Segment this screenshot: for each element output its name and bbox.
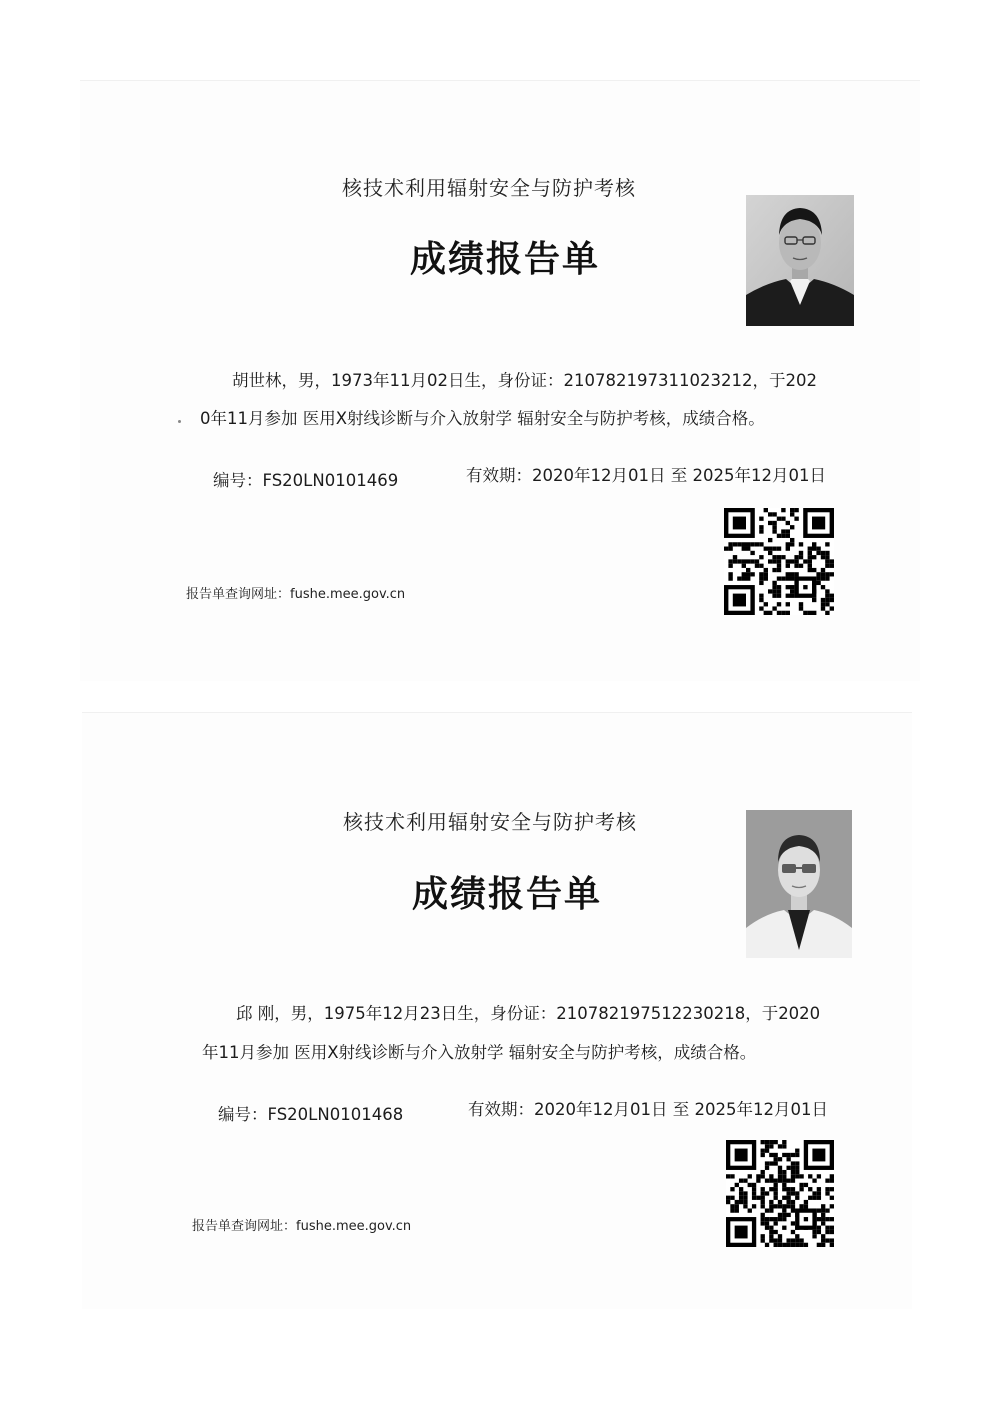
certificate-title: 成绩报告单	[410, 239, 601, 280]
validity-label: 有效期：	[468, 1100, 534, 1119]
number-value: FS20LN0101468	[267, 1105, 404, 1124]
body-text-line: 年11月参加 医用X射线诊断与介入放射学 辐射安全与防护考核，成绩合格。	[202, 1043, 757, 1062]
body-text-line: 0年11月参加 医用X射线诊断与介入放射学 辐射安全与防护考核，成绩合格。	[200, 409, 765, 428]
validity-separator: 至	[670, 466, 688, 485]
validity-start: 2020年12月01日	[532, 466, 666, 485]
query-url: fushe.mee.gov.cn	[290, 587, 406, 602]
validity-start: 2020年12月01日	[534, 1100, 668, 1119]
query-url: fushe.mee.gov.cn	[296, 1219, 412, 1234]
qr-code	[724, 508, 834, 615]
scan-speck	[178, 420, 181, 423]
number-label: 编号：	[213, 471, 263, 490]
body-text-line: 邱 刚，男，1975年12月23日生，身份证：210782197512230218，于2020	[236, 1004, 821, 1023]
query-label: 报告单查询网址：	[192, 1219, 297, 1234]
validity-label: 有效期：	[466, 466, 532, 485]
certificate-subtitle: 核技术利用辐射安全与防护考核	[342, 176, 636, 200]
query-info	[186, 583, 405, 602]
portrait-photo	[746, 810, 852, 958]
query-label: 报告单查询网址：	[186, 587, 291, 602]
validity-end: 2025年12月01日	[692, 466, 826, 485]
certificate-number	[218, 1101, 403, 1125]
validity-period	[466, 462, 826, 486]
number-value: FS20LN0101469	[262, 471, 399, 490]
certificate-subtitle: 核技术利用辐射安全与防护考核	[343, 810, 637, 834]
qr-code	[726, 1140, 834, 1247]
portrait-photo	[746, 195, 854, 326]
certificate-title: 成绩报告单	[412, 874, 603, 915]
query-info	[192, 1215, 411, 1234]
validity-end: 2025年12月01日	[694, 1100, 828, 1119]
number-label: 编号：	[218, 1105, 268, 1124]
certificate-number	[213, 467, 398, 491]
validity-separator: 至	[672, 1100, 690, 1119]
validity-period	[468, 1096, 828, 1120]
body-text-line: 胡世林，男，1973年11月02日生，身份证：210782197311023212，于202	[232, 371, 817, 390]
